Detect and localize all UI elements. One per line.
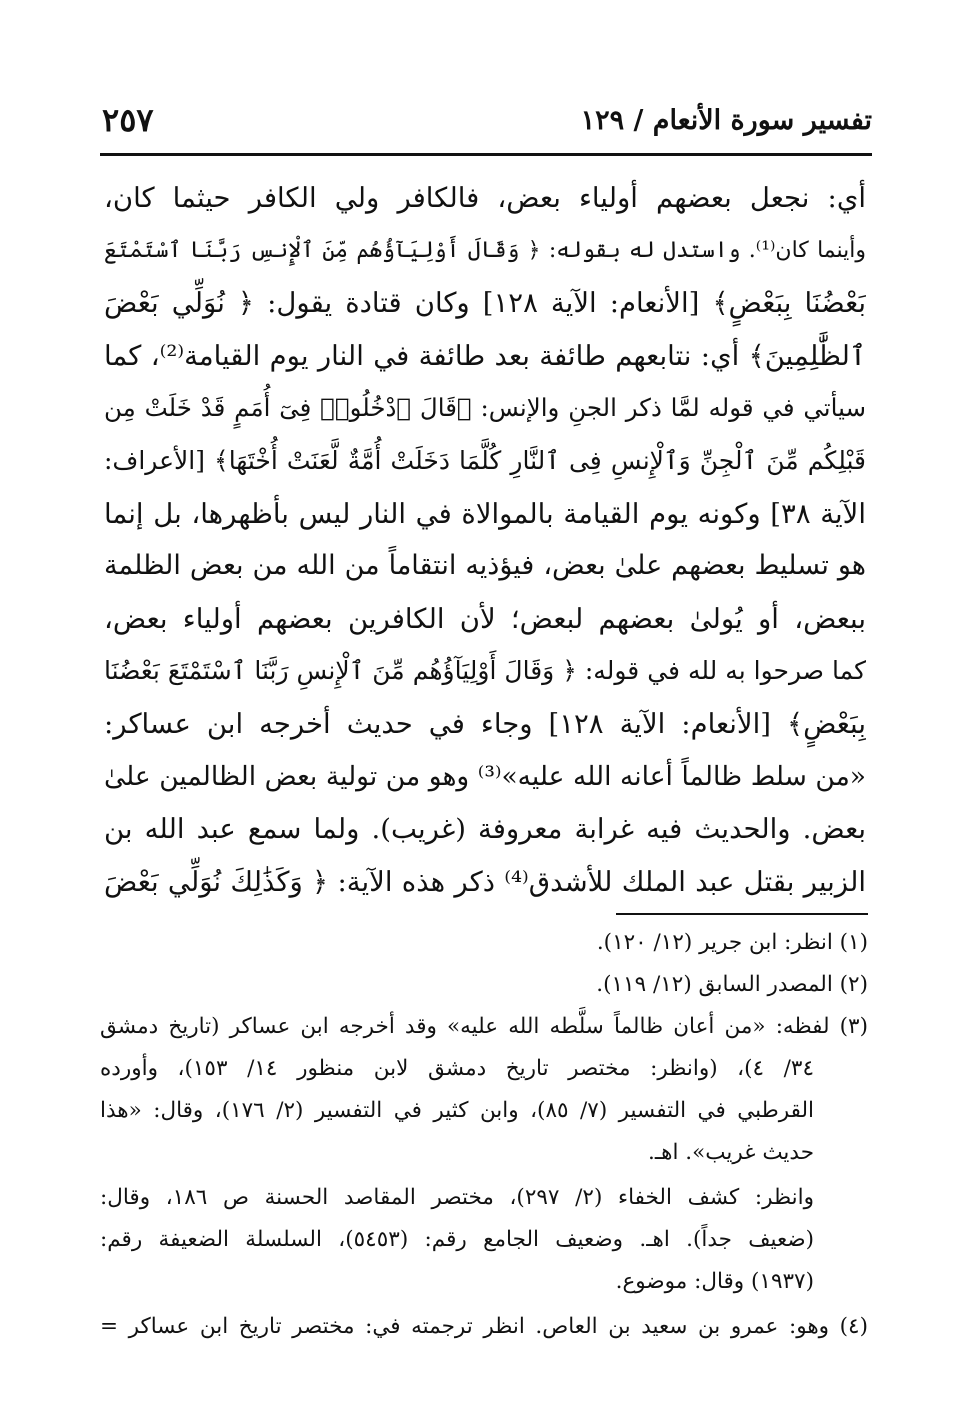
footnote-2: (٢) المصدر السابق (١٢/ ١١٩). (596, 972, 868, 997)
body-line: الزبير بقتل عبد الملك للأشدق⁽⁴⁾ ذكر هذه الآية: ﴿ وَكَذَٰلِكَ نُوَلِّي بَعْضَ (104, 865, 866, 898)
body-text (104, 172, 866, 908)
running-title: تفسير سورة الأنعام / ١٢٩ (580, 105, 872, 136)
body-line: ٱلظَّٰلِمِينَ﴾ أي: نتابعهم طائفة بعد طائفة في النار يوم القيامة⁽²⁾، كما (104, 339, 866, 372)
body-line: سيأتي في قوله لمَّا ذكر الجنِ والإنس: ﴿قَالَ ٱدْخُلُوا۟ فِىٓ أُمَمٍ قَدْ خَلَتْ مِن (104, 393, 866, 423)
body-line: هو تسليط بعضهم علىٰ بعض، فيؤذيه انتقاماً من الله من بعض الظلمة (104, 550, 866, 582)
footnote-3-continuation: وانظر: كشف الخفاء (٢/ ٢٩٧)، مختصر المقاصد الحسنة ص ١٨٦، وقال: (100, 1185, 814, 1210)
body-line: وأينما كان⁽¹⁾. واستدل له بقوله: ﴿ وَقَالَ أَوْلِيَآؤُهُم مِّنَ ٱلْإِنسِ رَبَّنَا ٱسْتَمْتَعَ (104, 237, 866, 263)
footnote-1: (١) انظر: ابن جرير (١٢/ ١٢٠). (596, 930, 868, 955)
footnote-3-continuation: (ضعيف جداً). اهـ. وضعيف الجامع رقم: (٥٤٥٣)، السلسلة الضعيفة رقم: (100, 1227, 815, 1252)
footnote-3-continuation: (١٩٣٧) وقال: موضوع. (615, 1269, 814, 1294)
header-rule (100, 153, 872, 156)
footnote-3: (٣) لفظه: «من أعان ظالماً سلَّطه الله عليه» وقد أخرجه ابن عساكر (تاريخ دمشق (100, 1014, 868, 1039)
footnotes (100, 922, 868, 1348)
footnote-3-continuation: ٣٤/ ٤)، (وانظر: مختصر تاريخ دمشق لابن منظور ١٤/ ١٥٣)، وأورده (100, 1056, 815, 1081)
footnote-separator (616, 913, 868, 915)
body-line: الآية ٣٨] وكونه يوم القيامة بالموالاة في النار ليس بأظهرها، بل إنما (104, 497, 866, 530)
body-line: «من سلط ظالماً أعانه الله عليه»⁽³⁾ وهو من تولية بعض الظالمين علىٰ (104, 760, 866, 792)
page-number: ٢٥٧ (102, 101, 154, 139)
body-line: أي: نجعل بعضهم أولياء بعض، فالكافر ولي الكافر حيثما كان، (104, 182, 866, 214)
body-line: بِبَعْضٍ﴾ [الأنعام: الآية ١٢٨] وجاء في حديث أخرجه ابن عساكر: (104, 707, 866, 740)
footnote-3-continuation: القرطبي في التفسير (٧/ ٨٥)، وابن كثير في التفسير (٢/ ١٧٦)، وقال: «هذا (100, 1098, 815, 1123)
body-line: بَعْضُنَا بِبَعْضٍ﴾ [الأنعام: الآية ١٢٨] وكان قتادة يقول: ﴿ نُوَلِّي بَعْضَ (104, 287, 866, 320)
body-line: قَبْلِكُم مِّنَ ٱلْجِنِّ وَٱلْإِنسِ فِى ٱلنَّارِ كُلَّمَا دَخَلَتْ أُمَّةٌ لَّعَنَتْ أُخْتَهَا﴾ [الأعراف: (104, 445, 866, 475)
body-line: بعض. والحديث فيه غرابة معروفة (غريب). ولما سمع عبد الله بن (104, 813, 866, 846)
footnote-3-continuation: حديث غريب». اهـ. (648, 1140, 814, 1165)
body-line: كما صرحوا به لله في قوله: ﴿ وَقَالَ أَوْلِيَآؤُهُم مِّنَ ٱلْإِنسِ رَبَّنَا ٱسْتَمْتَعَ بَعْضُنَا (104, 656, 866, 686)
body-line: ببعض، أو يُولىٰ بعضهم لبعض؛ لأن الكافرين بعضهم أولياء بعض، (104, 602, 866, 635)
page-header (100, 95, 872, 155)
footnote-4: (٤) وهو: عمرو بن سعيد بن العاص. انظر ترجمته في: مختصر تاريخ ابن عساكر = (100, 1314, 868, 1339)
